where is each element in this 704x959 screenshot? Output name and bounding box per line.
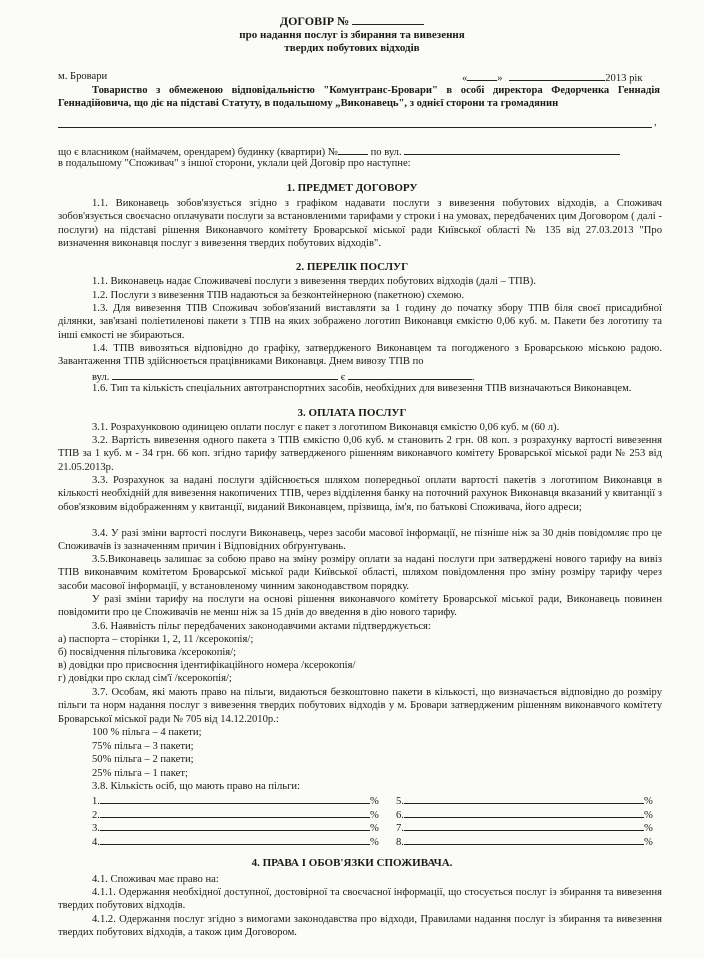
beneficiary-blank (100, 820, 370, 831)
section-3-item-8: 3.8. Кількість осіб, що мають право на пільги: (92, 781, 301, 792)
section-1-paragraph: 1.1. Виконавець зобов'язується згідно з графіком надавати послуги з вивезення побутових відходів, а Споживач зобов'язується своєчасно оплачувати послуги за встановленими тарифами у строки і на умовах, передбачених цим Договором ( далі - послуги) на підставі рішення Виконавчого комітету Броварської міської ради Київської області № 135 від 27.03.2013 "Про визначення виконавця послуг з вивезення твердих побутових відходів". (58, 198, 662, 249)
benefit-doc-c: в) довідки про присвоєння ідентифікаційного номера /ксерокопія/ (58, 660, 356, 671)
preamble-text: Товариство з обмеженою відповідальністю "Комунтранс-Бровари" в особі директора Федорченка Геннадія Геннадійовича, що діє на підставі Статуту, в подальшому „Виконавець", з однієї сторони та громадянин (58, 85, 660, 110)
percent-sign: % (643, 823, 653, 834)
beneficiary-blank (100, 807, 370, 818)
percent-sign: % (369, 837, 379, 848)
section-3-item-1: 3.1. Розрахунковою одиницею оплати послуг є пакет з логотипом Виконавця ємкістю 0,06 куб. м (60 л). (92, 422, 560, 433)
row-number: 7. (396, 823, 404, 834)
section-3-item-4: 3.4. У разі зміни вартості послуги Виконавець, через засоби масової інформації, не пізніше ніж за 30 днів повідомляє про це Споживачів із зазначенням причин і Відповідних обґрунтувань. (58, 528, 662, 553)
section-1-heading: 1. ПРЕДМЕТ ДОГОВОРУ (286, 182, 418, 194)
benefit-level-50: 50% пільга – 2 пакети; (92, 754, 194, 765)
contract-title (0, 14, 704, 28)
row-number: 6. (396, 810, 404, 821)
collection-is-text: є (340, 372, 346, 383)
beneficiary-blank (404, 834, 644, 845)
date-open-quote: « (462, 73, 468, 84)
section-3-item-7: 3.7. Особам, які мають право на пільги, видаються безкоштовно пакети в кількості, що визначається відповідно до розміру пільги та норм надання послуг з вивезення твердих побутових відходів у м. Бровари затвердженим рішенням виконавчого комітету Броварської міської ради № 705 від 14.12.2010р.: (58, 687, 662, 725)
row-number: 3. (92, 823, 100, 834)
owner-text: що є власником (наймачем, орендарем) будинку (квартири) № (58, 147, 338, 158)
beneficiary-row-3 (92, 820, 379, 835)
row-number: 5. (396, 796, 404, 807)
benefit-level-100: 100 % пільга – 4 пакети; (92, 727, 202, 738)
benefit-level-75: 75% пільга – 3 пакети; (92, 741, 194, 752)
contract-title-text: ДОГОВІР № (279, 14, 350, 28)
benefit-doc-a: а) паспорта – сторінки 1, 2, 11 /ксерокопія/; (58, 634, 254, 645)
section-3-item-2: 3.2. Вартість вивезення одного пакета з ТПВ ємкістю 0,06 куб. м становить 2 грн. 08 коп. з розрахунку вартості вивезення ТПВ за 1 куб. м - 34 грн. 66 коп. згідно тарифу затвердженого рішенням виконавчого комітету Броварської міської ради № 253 від 21.05.2013р. (58, 435, 662, 473)
house-number-blank (338, 144, 368, 155)
row-number: 8. (396, 837, 404, 848)
benefit-doc-d: г) довідки про склад сім'ї /ксерокопія/; (58, 673, 232, 684)
contract-date (462, 70, 642, 85)
beneficiary-row-7 (396, 820, 653, 835)
section-4-item-1-2: 4.1.2. Одержання послуг згідно з вимогами законодавства про відходи, Правилами надання послуг із збирання та вивезення твердих побутових відходів, а також цим Договором. (58, 914, 662, 939)
benefit-doc-b: б) посвідчення пільговика /ксерокопія/; (58, 647, 237, 658)
street-label-2: вул. (92, 372, 110, 383)
beneficiary-row-8 (396, 834, 653, 849)
contract-subtitle-2: твердих побутових відходів (284, 42, 420, 54)
percent-sign: % (369, 823, 379, 834)
percent-sign: % (643, 810, 653, 821)
citizen-name-line (58, 127, 652, 128)
section-3-item-5: 3.5.Виконавець залишає за собою право на зміну розміру оплати за надані послуги при затверджені нового тарифу на вивіз ТПВ виконавчим комітетом Броварської міської ради Київської області, шляхом повідомлення про зміну розміру тарифу через засоби масової інформації, у встановленому чинним законодавством порядку. (58, 554, 662, 592)
beneficiary-blank (404, 820, 644, 831)
collection-street-blank (112, 369, 338, 380)
beneficiary-blank (100, 793, 370, 804)
contract-subtitle-1: про надання послуг із збирання та вивезення (239, 29, 465, 41)
beneficiary-row-5 (396, 793, 653, 808)
section-3-item-6: 3.6. Наявність пільг передбачених законодавчими актами підтверджується: (92, 621, 431, 632)
collection-period: . (471, 372, 475, 383)
date-close-quote: » (497, 73, 503, 84)
benefit-level-25: 25% пільга – 1 пакет; (92, 768, 188, 779)
date-year: 2013 рік (605, 73, 643, 84)
row-number: 2. (92, 810, 100, 821)
percent-sign: % (643, 796, 653, 807)
percent-sign: % (369, 810, 379, 821)
section-2-item-2: 1.2. Послуги з вивезення ТПВ надаються за безконтейнерною (пакетною) схемою. (92, 290, 465, 301)
section-2-heading: 2. ПЕРЕЛІК ПОСЛУГ (295, 261, 409, 273)
section-2-item-6: 1.6. Тип та кількість спеціальних автотранспортних засобів, необхідних для вивезення ТПВ визначаються Виконавцем. (92, 383, 632, 394)
street-label: по вул. (370, 147, 402, 158)
section-4-item-1-1: 4.1.1. Одержання необхідної доступної, достовірної та своєчасної інформації, що стосується послуг із збирання та вивезення твердих побутових відходів. (58, 887, 662, 912)
beneficiary-blank (100, 834, 370, 845)
section-4-heading: 4. ПРАВА І ОБОВ'ЯЗКИ СПОЖИВАЧА. (251, 857, 453, 869)
section-2-item-4: 1.4. ТПВ вивозяться відповідно до графіку, затвердженого Виконавцем та погодженого з Броварською міською радою. Завантаження ТПВ здійснюється працівниками Виконавця. Днем вивозу ТПВ по (58, 343, 662, 368)
percent-sign: % (369, 796, 379, 807)
street-blank (404, 144, 620, 155)
percent-sign: % (643, 837, 653, 848)
section-4-item-1: 4.1. Споживач має право на: (92, 874, 219, 885)
collection-day-blank (348, 369, 472, 380)
section-3-heading: 3. ОПЛАТА ПОСЛУГ (297, 407, 407, 419)
contract-number-blank (352, 14, 424, 25)
beneficiary-blank (404, 807, 644, 818)
day-blank (467, 70, 497, 81)
month-blank (509, 70, 605, 81)
preamble-closing: в подальшому "Споживач" з іншої сторони, уклали цей Договір про наступне: (58, 158, 411, 169)
section-3-item-5b: У разі зміни тарифу на послуги на основі рішення виконавчого комітету Броварської міської ради, Виконавець повинен повідомити про це Споживачів не менш ніж за 15 днів до введення в дію нового тарифу. (58, 594, 662, 619)
row-number: 1. (92, 796, 100, 807)
row-number: 4. (92, 837, 100, 848)
beneficiary-row-1 (92, 793, 379, 808)
preamble-paragraph (58, 84, 660, 111)
section-2-item-1: 1.1. Виконавець надає Споживачеві послуги з вивезення твердих побутових відходів (далі – ТПВ). (92, 276, 536, 287)
section-2-item-3: 1.3. Для вивезення ТПВ Споживач зобов'язаний виставляти за 1 годину до початку збору ТПВ біля своєї присадибної ділянки, зав'язані поліетиленові пакети з ТПВ на яких зображено логотип Виконавця ємкістю 0,06 куб. м. Пакети без логотипу та інші ємкості не збираються. (58, 303, 662, 341)
preamble-comma: , (654, 117, 657, 128)
section-3-item-3: 3.3. Розрахунок за надані послуги здійснюється шляхом попередньої оплати вартості пакетів з логотипом Виконавця в кількості необхідній для вивезення накопичених ТПВ, через відділення банку на поточний рахунок Виконавця вказаний у квитанції з обов'язковим відображенням у квитанції, виданий Виконавцем, прізвища, ім'я, по батькові Споживача, його адреси; (58, 475, 662, 513)
beneficiary-row-4 (92, 834, 379, 849)
contract-place: м. Бровари (58, 71, 108, 82)
beneficiary-blank (404, 793, 644, 804)
